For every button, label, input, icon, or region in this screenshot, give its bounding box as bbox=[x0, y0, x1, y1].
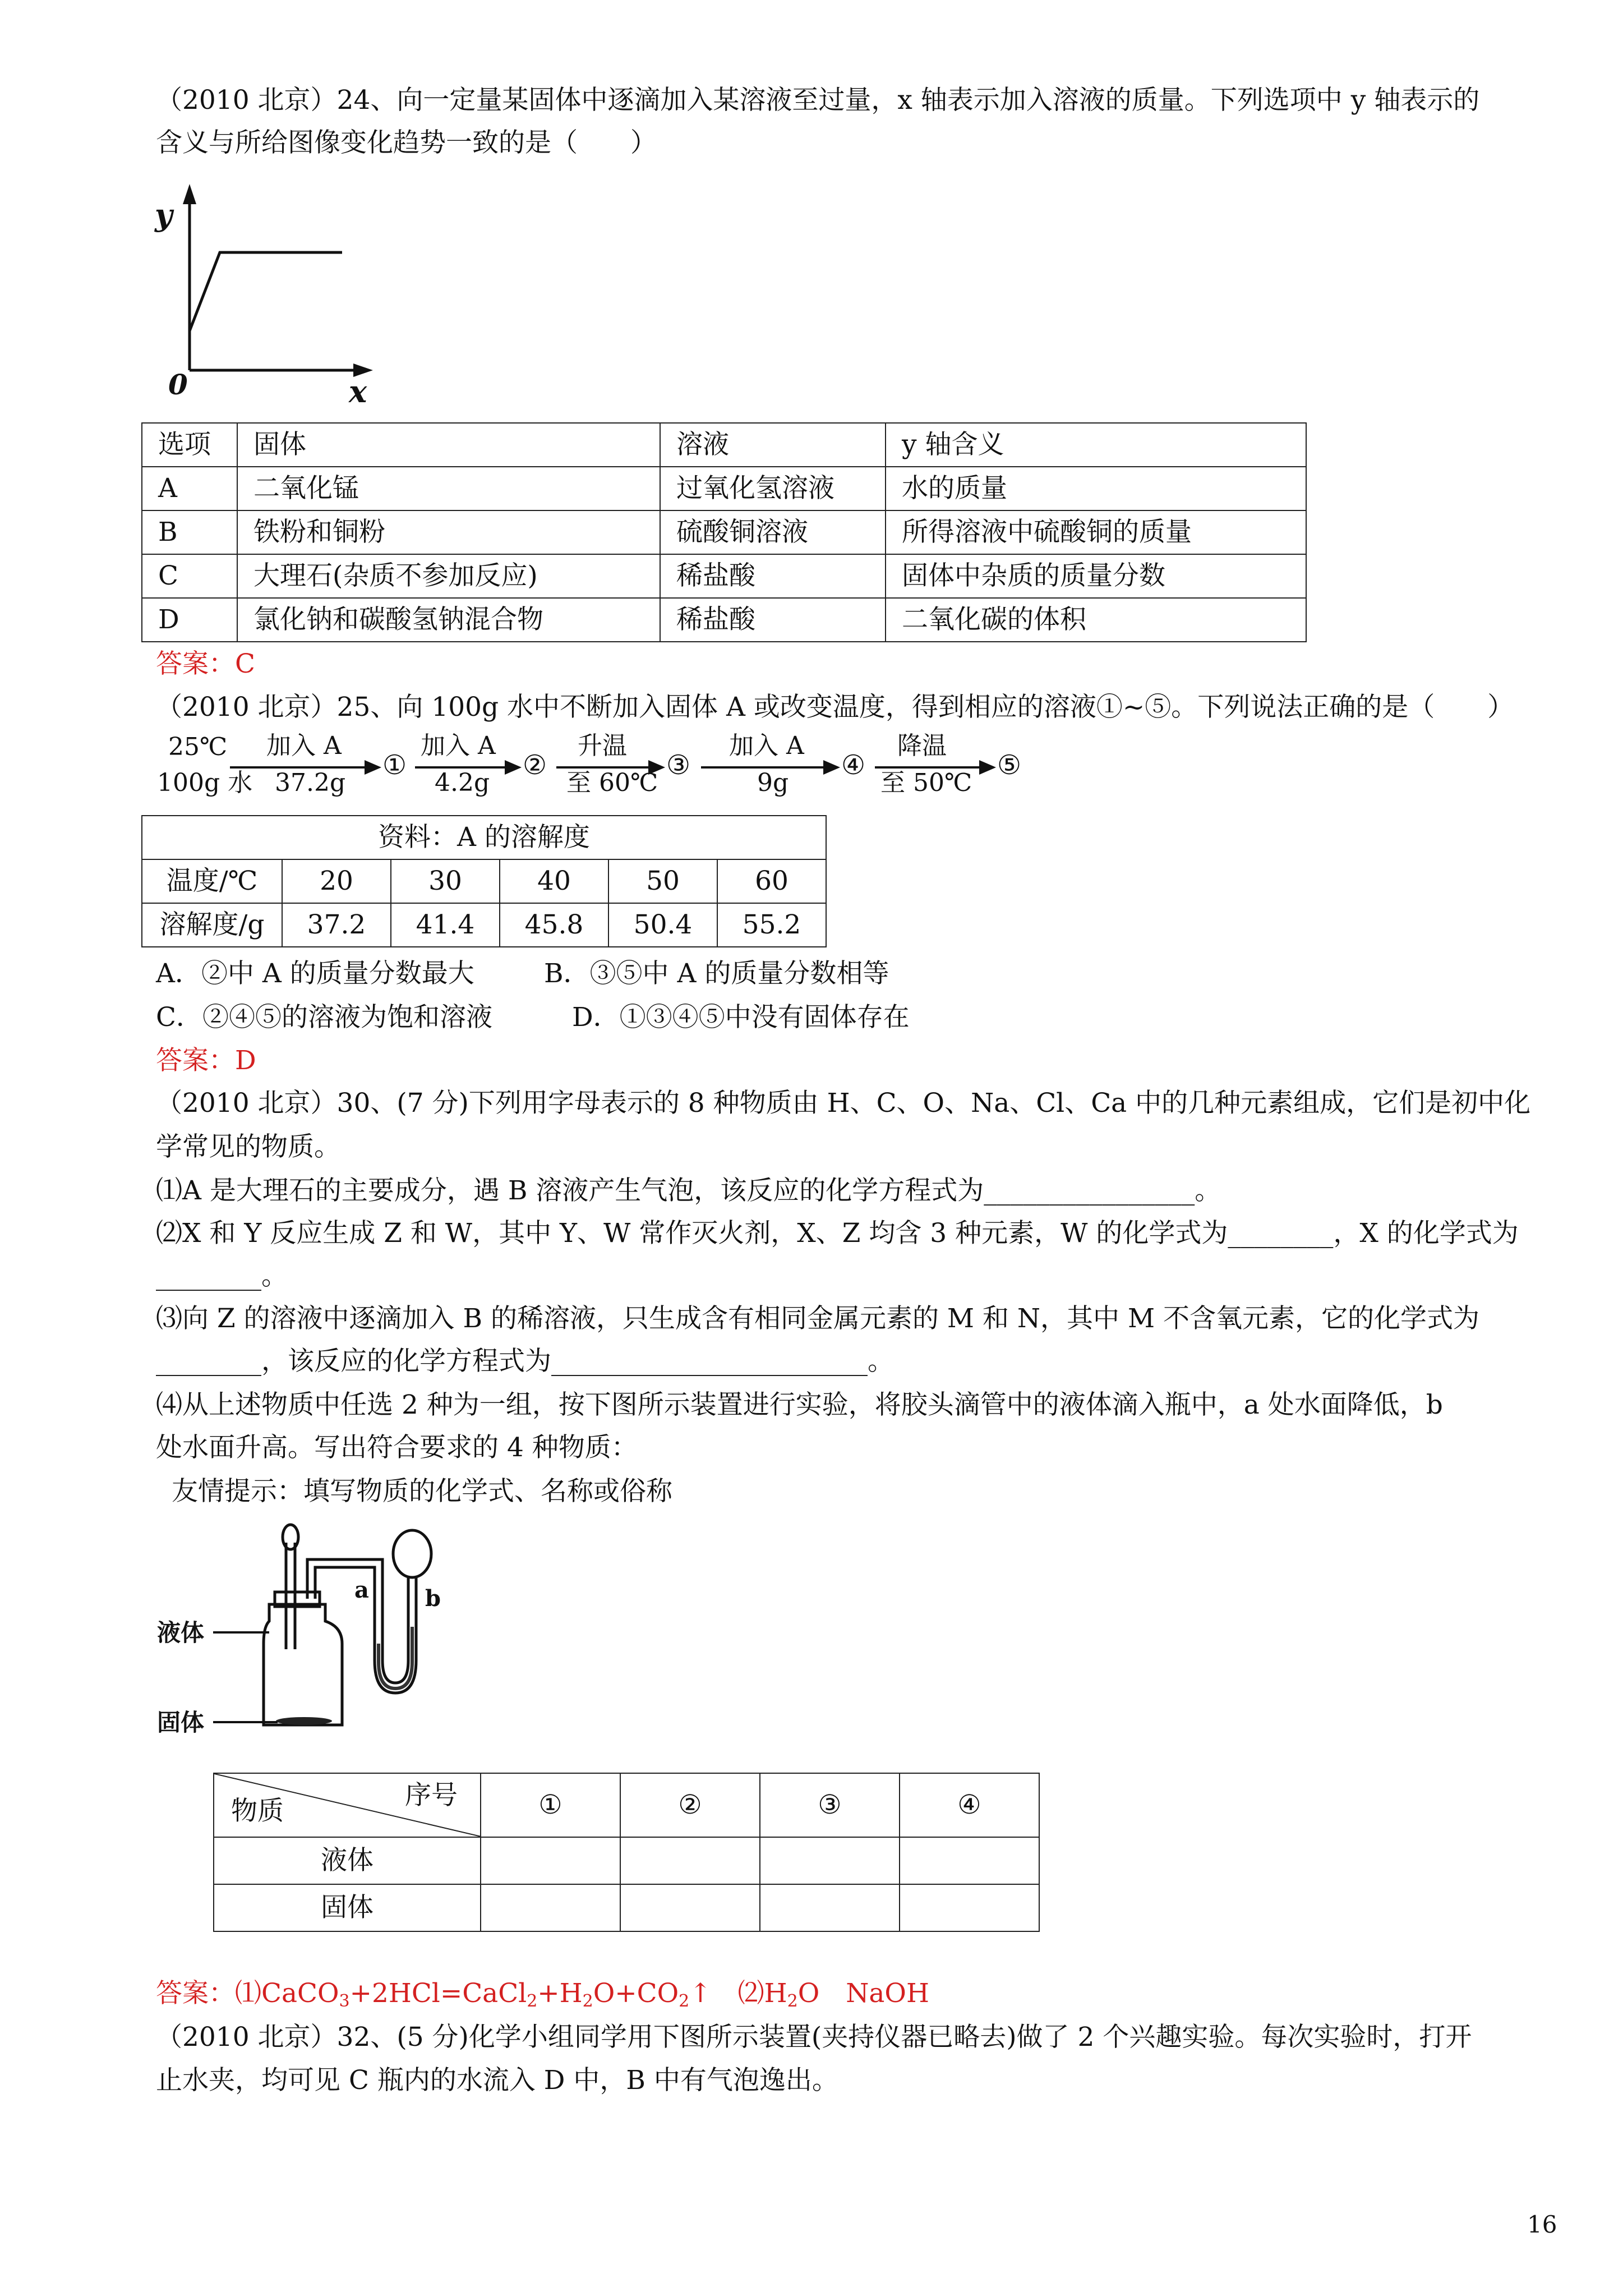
table-header-row bbox=[214, 1773, 1039, 1837]
corner-label-substance: 物质 bbox=[231, 1796, 284, 1826]
q24-options-table bbox=[141, 422, 1307, 642]
q32-line2: 止水夹，均可见 C 瓶内的水流入 D 中，B 中有气泡逸出。 bbox=[156, 2065, 838, 2096]
table-cell: 硫酸铜溶液 bbox=[660, 510, 886, 554]
table-cell: A bbox=[142, 467, 237, 510]
flow-result-1: ① bbox=[382, 749, 407, 781]
table-cell bbox=[620, 1837, 760, 1884]
header-cell: ③ bbox=[760, 1773, 900, 1837]
table-cell: 60 bbox=[717, 859, 826, 903]
table-cell: C bbox=[142, 554, 237, 598]
q24-graph bbox=[151, 180, 387, 409]
flow-result-3: ③ bbox=[666, 749, 691, 781]
q25-line1: （2010 北京）25、向 100g 水中不断加入固体 A 或改变温度，得到相应的溶液①~⑤。下列说法正确的是（ ） bbox=[156, 692, 1514, 723]
table-caption: 资料：A 的溶解度 bbox=[142, 816, 826, 859]
table-row bbox=[214, 1837, 1039, 1884]
q25-flow-diagram bbox=[151, 731, 1026, 802]
q25-option-b: B．③⑤中 A 的质量分数相等 bbox=[544, 958, 889, 989]
flow-step1-top: 加入 A bbox=[266, 731, 342, 760]
flow-result-5: ⑤ bbox=[997, 749, 1022, 781]
flow-step1-bottom: 37.2g bbox=[275, 769, 346, 797]
table-cell: 20 bbox=[282, 859, 391, 903]
table-cell: 二氧化锰 bbox=[237, 467, 660, 510]
header-cell: ② bbox=[620, 1773, 760, 1837]
q24-line2: 含义与所给图像变化趋势一致的是（ ） bbox=[156, 127, 657, 158]
flow-start-water: 100g 水 bbox=[157, 769, 253, 797]
table-cell: B bbox=[142, 510, 237, 554]
table-cell: 37.2 bbox=[282, 903, 391, 947]
table-row bbox=[214, 1884, 1039, 1931]
table-cell: 41.4 bbox=[391, 903, 500, 947]
table-cell bbox=[620, 1884, 760, 1931]
q30-part2-line1: ⑵X 和 Y 反应生成 Z 和 W，其中 Y、W 常作灭火剂，X、Z 均含 3 种元素，W 的化学式为________，X 的化学式为 bbox=[156, 1218, 1519, 1249]
flow-step3-bottom: 至 60℃ bbox=[566, 769, 658, 797]
table-cell: 过氧化氢溶液 bbox=[660, 467, 886, 510]
table-row bbox=[142, 510, 1306, 554]
apparatus-liquid-label: 液体 bbox=[157, 1619, 205, 1646]
header-cell: 固体 bbox=[237, 423, 660, 467]
table-row bbox=[142, 467, 1306, 510]
table-row bbox=[142, 903, 826, 947]
table-cell: 氯化钠和碳酸氢钠混合物 bbox=[237, 598, 660, 642]
table-cell bbox=[760, 1884, 900, 1931]
table-cell bbox=[900, 1884, 1039, 1931]
table-cell: 固体中杂质的质量分数 bbox=[886, 554, 1306, 598]
y-axis-label: y bbox=[155, 197, 173, 233]
apparatus-a-label: a bbox=[354, 1577, 369, 1603]
table-cell bbox=[760, 1837, 900, 1884]
table-cell: 30 bbox=[391, 859, 500, 903]
diagonal-header-cell bbox=[214, 1773, 481, 1837]
table-cell: 稀盐酸 bbox=[660, 554, 886, 598]
flow-step3-top: 升温 bbox=[578, 731, 627, 760]
q30-line2: 学常见的物质。 bbox=[156, 1131, 340, 1162]
row-label-liquid: 液体 bbox=[214, 1837, 481, 1884]
flow-step2-top: 加入 A bbox=[421, 731, 496, 760]
table-cell: 大理石(杂质不参加反应) bbox=[237, 554, 660, 598]
q30-hint: 友情提示：填写物质的化学式、名称或俗称 bbox=[172, 1476, 672, 1507]
flow-step5-top: 降温 bbox=[897, 731, 947, 760]
row-label-solid: 固体 bbox=[214, 1884, 481, 1931]
flow-start-temp: 25℃ bbox=[168, 733, 228, 761]
table-cell: 40 bbox=[500, 859, 608, 903]
table-row bbox=[142, 859, 826, 903]
q30-answer: 答案：$⑴CaCO_3+2HCl=CaCl_2+H_2O+CO_2↑$ $⑵H_2O$ NaOH bbox=[156, 1978, 929, 2011]
apparatus-solid-label: 固体 bbox=[157, 1709, 205, 1736]
table-cell: 50.4 bbox=[608, 903, 717, 947]
q30-part1: ⑴A 是大理石的主要成分，遇 B 溶液产生气泡，该反应的化学方程式为________________。 bbox=[156, 1175, 1221, 1206]
page-number: 16 bbox=[1527, 2211, 1557, 2238]
header-cell: 溶液 bbox=[660, 423, 886, 467]
table-cell: 所得溶液中硫酸铜的质量 bbox=[886, 510, 1306, 554]
table-cell: 水的质量 bbox=[886, 467, 1306, 510]
q30-part3-line2: ________，该反应的化学方程式为________________________。 bbox=[156, 1346, 894, 1377]
q25-answer: 答案：D bbox=[156, 1045, 256, 1076]
q32-line1: （2010 北京）32、(5 分)化学小组同学用下图所示装置(夹持仪器已略去)做了 2 个兴趣实验。每次实验时，打开 bbox=[156, 2022, 1472, 2053]
q24-line1: （2010 北京）24、向一定量某固体中逐滴加入某溶液至过量，x 轴表示加入溶液的质量。下列选项中 y 轴表示的 bbox=[156, 85, 1480, 116]
table-cell: 50 bbox=[608, 859, 717, 903]
header-cell: 选项 bbox=[142, 423, 237, 467]
q30-part2-line2: ________。 bbox=[156, 1260, 288, 1291]
table-cell: 稀盐酸 bbox=[660, 598, 886, 642]
row-label-solubility: 溶解度/g bbox=[142, 903, 282, 947]
q24-answer: 答案：C bbox=[156, 648, 255, 679]
apparatus-b-label: b bbox=[425, 1585, 441, 1612]
table-cell bbox=[481, 1884, 620, 1931]
table-cell: D bbox=[142, 598, 237, 642]
table-row bbox=[142, 598, 1306, 642]
table-cell bbox=[900, 1837, 1039, 1884]
table-cell: 二氧化碳的体积 bbox=[886, 598, 1306, 642]
row-label-temperature: 温度/℃ bbox=[142, 859, 282, 903]
flow-step5-bottom: 至 50℃ bbox=[880, 769, 972, 797]
q25-option-c: C．②④⑤的溶液为饱和溶液 bbox=[156, 1002, 492, 1033]
table-header-row bbox=[142, 423, 1306, 467]
q25-solubility-table bbox=[141, 815, 827, 947]
table-cell: 55.2 bbox=[717, 903, 826, 947]
table-row bbox=[142, 554, 1306, 598]
q30-line1: （2010 北京）30、(7 分)下列用字母表示的 8 种物质由 H、C、O、Na、Cl、Ca 中的几种元素组成，它们是初中化 bbox=[156, 1088, 1531, 1119]
flow-result-2: ② bbox=[523, 749, 547, 781]
table-cell bbox=[481, 1837, 620, 1884]
flow-step4-bottom: 9g bbox=[757, 769, 789, 797]
q30-answer-table bbox=[213, 1773, 1040, 1932]
flow-result-4: ④ bbox=[841, 749, 866, 781]
q25-option-a: A．②中 A 的质量分数最大 bbox=[156, 958, 474, 989]
x-axis-label: x bbox=[349, 374, 367, 409]
header-cell: ④ bbox=[900, 1773, 1039, 1837]
q30-part4-line2: 处水面升高。写出符合要求的 4 种物质： bbox=[156, 1432, 638, 1463]
table-cell: 铁粉和铜粉 bbox=[237, 510, 660, 554]
flow-step4-top: 加入 A bbox=[729, 731, 804, 760]
flow-step2-bottom: 4.2g bbox=[435, 769, 490, 797]
header-cell: ① bbox=[481, 1773, 620, 1837]
corner-label-number: 序号 bbox=[405, 1780, 458, 1811]
origin-label: 0 bbox=[168, 368, 188, 401]
q30-part3-line1: ⑶向 Z 的溶液中逐滴加入 B 的稀溶液，只生成含有相同金属元素的 M 和 N，其中 M 不含氧元素，它的化学式为 bbox=[156, 1303, 1480, 1334]
q25-option-d: D．①③④⑤中没有固体存在 bbox=[572, 1002, 910, 1033]
header-cell: y 轴含义 bbox=[886, 423, 1306, 467]
q30-apparatus-diagram bbox=[157, 1515, 505, 1739]
table-cell: 45.8 bbox=[500, 903, 608, 947]
q30-part4-line1: ⑷从上述物质中任选 2 种为一组，按下图所示装置进行实验，将胶头滴管中的液体滴入瓶中，a 处水面降低，b bbox=[156, 1389, 1443, 1420]
